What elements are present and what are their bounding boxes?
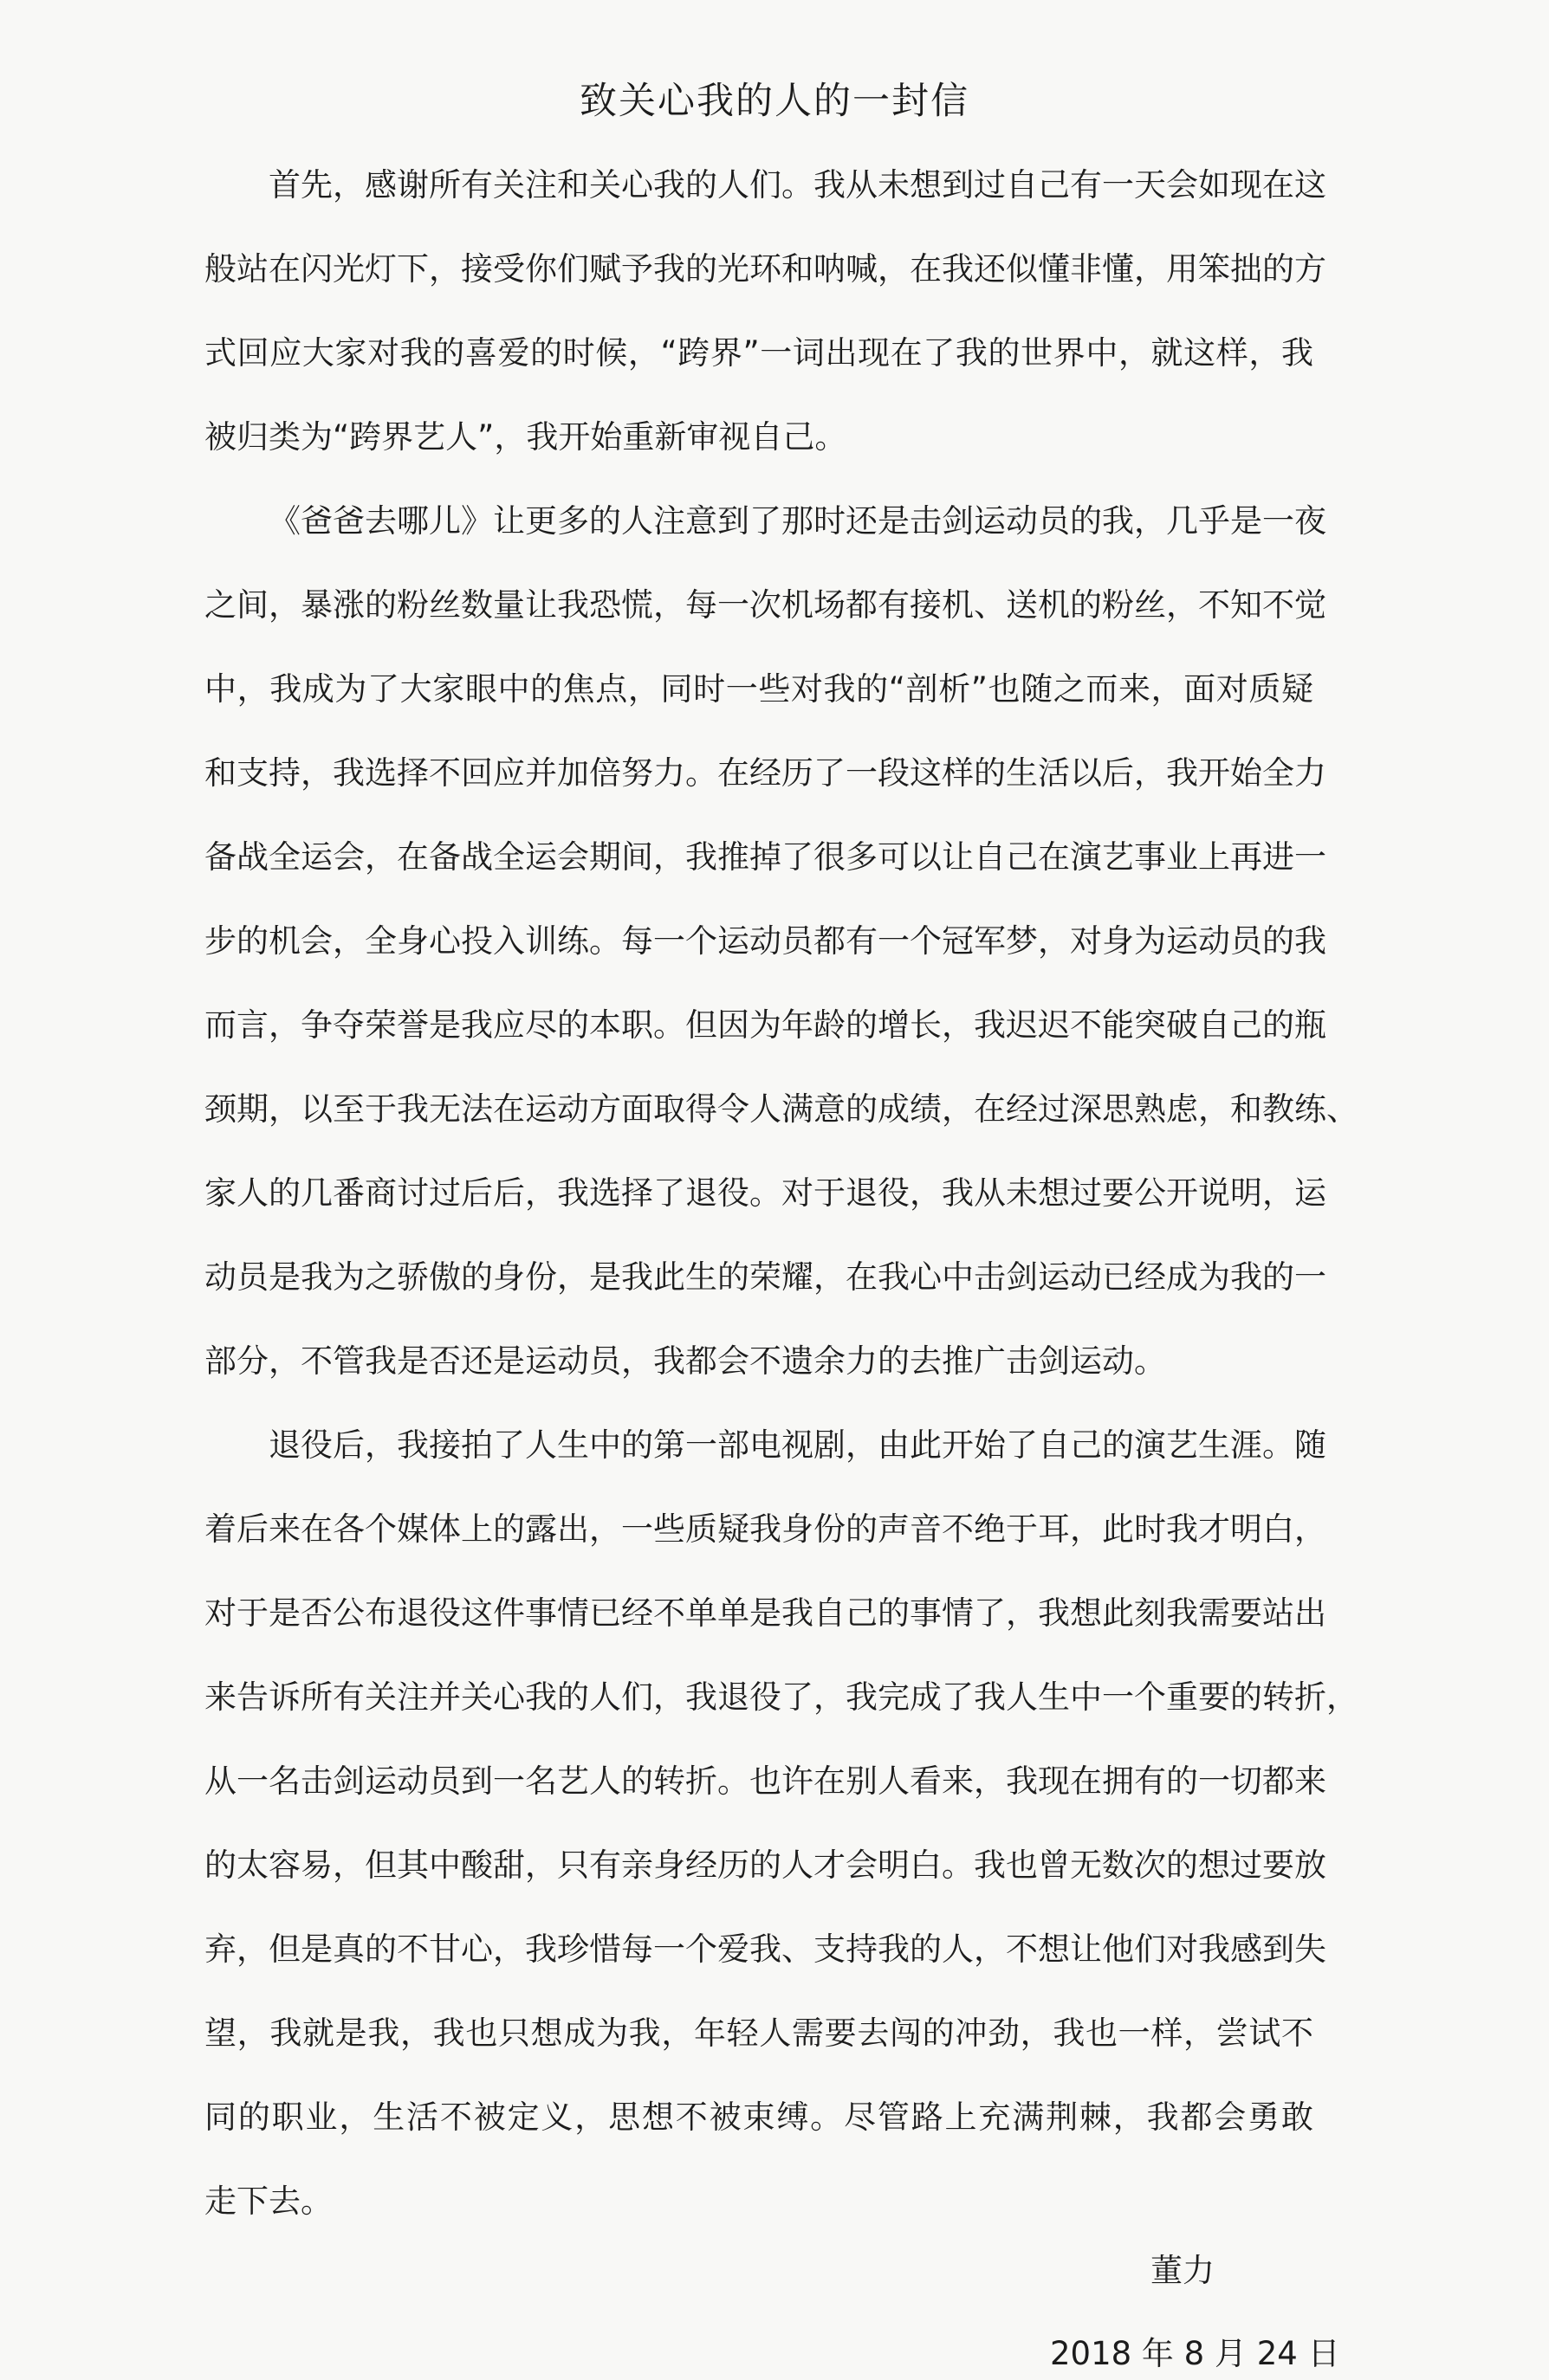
paragraph-3-line-4: 来告诉所有关注并关心我的人们，我退役了，我完成了我人生中一个重要的转折，: [204, 1678, 1358, 1716]
signature: 董力: [1150, 2252, 1215, 2289]
paragraph-2-line-3: 中，我成为了大家眼中的焦点，同时一些对我的“剖析”也随之而来，面对质疑: [204, 670, 1313, 708]
letter-title: 致关心我的人的一封信: [580, 80, 969, 123]
paragraph-2-line-5: 备战全运会，在备战全运会期间，我推掉了很多可以让自己在演艺事业上再进一: [204, 838, 1326, 876]
paragraph-2-line-10: 动员是我为之骄傲的身份，是我此生的荣耀，在我心中击剑运动已经成为我的一: [204, 1258, 1326, 1296]
paragraph-3-line-6: 的太容易，但其中酸甜，只有亲身经历的人才会明白。我也曾无数次的想过要放: [204, 1846, 1326, 1884]
paragraph-3-line-1: 退役后，我接拍了人生中的第一部电视剧，由此开始了自己的演艺生涯。随: [269, 1426, 1326, 1464]
paragraph-3-line-5: 从一名击剑运动员到一名艺人的转折。也许在别人看来，我现在拥有的一切都来: [204, 1762, 1326, 1800]
paragraph-2-line-1: 《爸爸去哪儿》让更多的人注意到了那时还是击剑运动员的我，几乎是一夜: [269, 502, 1326, 540]
paragraph-1-line-2: 般站在闪光灯下，接受你们赋予我的光环和呐喊，在我还似懂非懂，用笨拙的方: [204, 250, 1326, 288]
paragraph-1-line-4: 被归类为“跨界艺人”，我开始重新审视自己。: [204, 418, 847, 456]
paragraph-1-line-1: 首先，感谢所有关注和关心我的人们。我从未想到过自己有一天会如现在这: [269, 166, 1326, 204]
paragraph-3-line-2: 着后来在各个媒体上的露出，一些质疑我身份的声音不绝于耳，此时我才明白，: [204, 1510, 1326, 1548]
paragraph-2-line-4: 和支持，我选择不回应并加倍努力。在经历了一段这样的生活以后，我开始全力: [204, 754, 1326, 792]
paragraph-2-line-2: 之间，暴涨的粉丝数量让我恐慌，每一次机场都有接机、送机的粉丝，不知不觉: [204, 586, 1326, 624]
paragraph-3-line-8: 望，我就是我，我也只想成为我，年轻人需要去闯的冲劲，我也一样，尝试不: [204, 2015, 1313, 2052]
paragraph-2-line-11: 部分，不管我是否还是运动员，我都会不遗余力的去推广击剑运动。: [204, 1342, 1166, 1380]
paragraph-2-line-9: 家人的几番商讨过后后，我选择了退役。对于退役，我从未想过要公开说明，运: [204, 1174, 1326, 1212]
paragraph-3-line-9: 同的职业，生活不被定义，思想不被束缚。尽管路上充满荆棘，我都会勇敢: [204, 2099, 1313, 2136]
paragraph-1-line-3: 式回应大家对我的喜爱的时候，“跨界”一词出现在了我的世界中，就这样，我: [204, 334, 1313, 372]
paragraph-2-line-6: 步的机会，全身心投入训练。每一个运动员都有一个冠军梦，对身为运动员的我: [204, 922, 1326, 960]
letter-date: 2018 年 8 月 24 日: [1050, 2335, 1340, 2372]
paragraph-3-line-3: 对于是否公布退役这件事情已经不单单是我自己的事情了，我想此刻我需要站出: [204, 1594, 1326, 1632]
paragraph-2-line-8: 颈期，以至于我无法在运动方面取得令人满意的成绩，在经过深思熟虑，和教练、: [204, 1090, 1358, 1128]
paragraph-2-line-7: 而言，争夺荣誉是我应尽的本职。但因为年龄的增长，我迟迟不能突破自己的瓶: [204, 1006, 1326, 1044]
paragraph-3-line-10: 走下去。: [204, 2183, 333, 2220]
paragraph-3-line-7: 弃，但是真的不甘心，我珍惜每一个爱我、支持我的人，不想让他们对我感到失: [204, 1931, 1326, 1968]
